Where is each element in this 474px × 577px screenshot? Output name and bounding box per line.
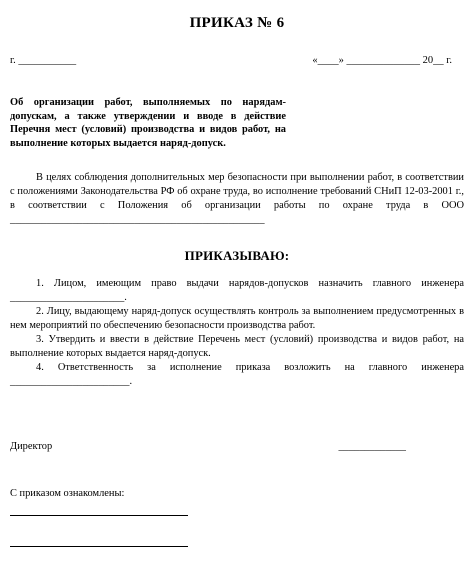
preamble-paragraph: В целях соблюдения дополнительных мер безопасности при выполнении работ, в соответствии с положениями Законодательства РФ об охране труда, во исполнение требований СНиП 12-03-2001 г., в соответствии с Положения об организации работы по охране труда в ООО _________________________________________________ bbox=[10, 172, 464, 225]
order-heading: ПРИКАЗЫВАЮ: bbox=[184, 248, 290, 263]
order-items-list bbox=[10, 277, 464, 389]
place-field: г. ___________ bbox=[10, 55, 77, 66]
order-subject: Об организации работ, выполняемых по нарядам-допускам, а также утверждении и вводе в действие Перечня мест (условий) производства и видов работ, на выполнение которых выдается наряд-допуск. bbox=[10, 97, 286, 149]
director-signature-line: _____________ bbox=[338, 441, 406, 452]
acknowledgement-signature-line-1 bbox=[10, 515, 188, 516]
acknowledged-label: С приказом ознакомлены: bbox=[10, 488, 125, 499]
order-title: ПРИКАЗ № 6 bbox=[189, 15, 285, 31]
date-field: «____» ______________ 20__ г. bbox=[312, 55, 452, 66]
director-label: Директор bbox=[10, 441, 53, 452]
order-item-4: 4. Ответственность за исполнение приказа возложить на главного инженера _______________________. bbox=[10, 362, 464, 387]
order-item-1: 1. Лицом, имеющим право выдачи нарядов-допусков назначить главного инженера ______________________. bbox=[10, 278, 464, 303]
order-item-2: 2. Лицу, выдающему наряд-допуск осуществлять контроль за выполнением предусмотренных в нем мероприятий по обеспечению безопасности производства работ. bbox=[10, 306, 464, 331]
order-item-3: 3. Утвердить и ввести в действие Перечень мест (условий) производства и видов работ, на выполнение которых выдается наряд-допуск. bbox=[10, 334, 464, 359]
acknowledgement-signature-line-2 bbox=[10, 546, 188, 547]
